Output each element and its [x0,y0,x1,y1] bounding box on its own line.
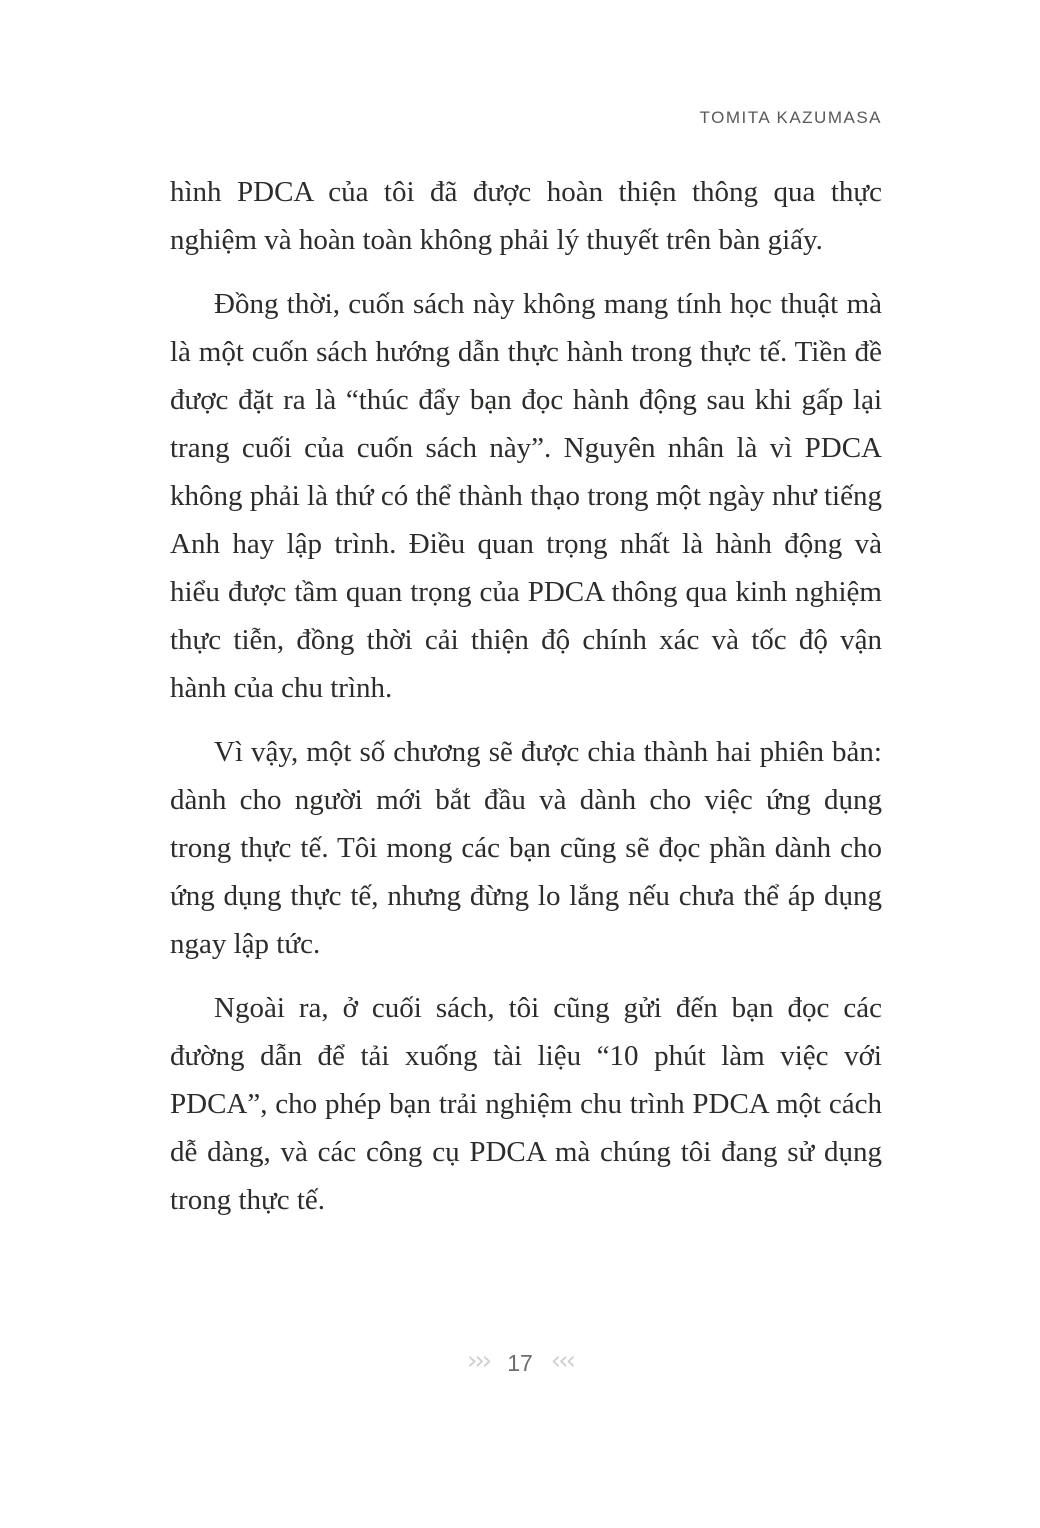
left-chevrons-icon: ››› [467,1346,490,1376]
paragraph: Đồng thời, cuốn sách này không mang tính học thuật mà là một cuốn sách hướng dẫn thực hành trong thực tế. Tiền đề được đặt ra là “thúc đẩy bạn đọc hành động sau khi gấp lại trang cuối của cuốn sách này”. Nguyên nhân là vì PDCA không phải là thứ có thể thành thạo trong một ngày như tiếng Anh hay lập trình. Điều quan trọng nhất là hành động và hiểu được tầm quan trọng của PDCA thông qua kinh nghiệm thực tiễn, đồng thời cải thiện độ chính xác và tốc độ vận hành của chu trình. [170,288,882,704]
paragraph: hình PDCA của tôi đã được hoàn thiện thông qua thực nghiệm và hoàn toàn không phải lý thuyết trên bàn giấy. [170,176,882,256]
paragraph: Ngoài ra, ở cuối sách, tôi cũng gửi đến bạn đọc các đường dẫn để tải xuống tài liệu “10 phút làm việc với PDCA”, cho phép bạn trải nghiệm chu trình PDCA một cách dễ dàng, và các công cụ PDCA mà chúng tôi đang sử dụng trong thực tế. [170,992,882,1216]
running-head-author: TOMITA KAZUMASA [699,108,882,127]
paragraph: Vì vậy, một số chương sẽ được chia thành hai phiên bản: dành cho người mới bắt đầu và dành cho việc ứng dụng trong thực tế. Tôi mong các bạn cũng sẽ đọc phần dành cho ứng dụng thực tế, nhưng đừng lo lắng nếu chưa thể áp dụng ngay lập tức. [170,736,882,960]
page-footer [0,1348,1040,1378]
body-text [170,168,882,1240]
page-number: 17 [507,1349,533,1376]
right-chevrons-icon: ‹‹‹ [550,1346,573,1376]
